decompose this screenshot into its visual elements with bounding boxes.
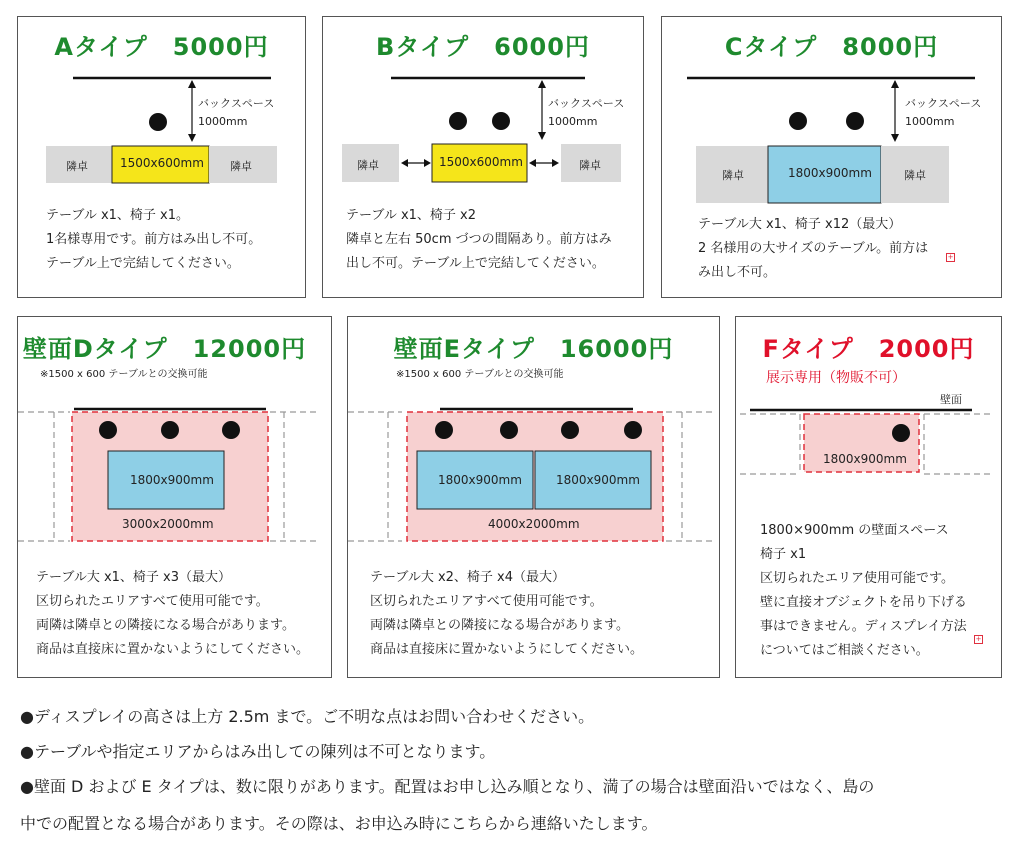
chair-icon-1 [789, 112, 807, 130]
neighbor-left-label: 隣卓 [722, 169, 744, 182]
area-label: 4000x2000mm [488, 517, 580, 531]
chair-icon [892, 424, 910, 442]
table-label: 1500x600mm [439, 155, 523, 169]
table-label: 1500x600mm [120, 156, 204, 170]
card-type-a [17, 16, 306, 298]
footer-note-1: ●ディスプレイの高さは上方 2.5m まで。ご不明な点はお問い合わせください。 [20, 707, 595, 726]
back-space-value: 1000mm [198, 115, 248, 128]
card-type-b [322, 16, 644, 298]
neighbor-right-label: 隣卓 [230, 160, 252, 173]
card-d-note: ※1500 x 600 テーブルとの交換可能 [40, 369, 208, 380]
neighbor-right-label: 隣卓 [904, 169, 926, 182]
arrow-head-down [891, 134, 899, 142]
footer-note-2: ●テーブルや指定エリアからはみ出しての陳列は不可となります。 [20, 742, 496, 761]
card-f-description: 1800×900mm の壁面スペース 椅子 x1 区切られたエリア使用可能です。 壁に直接オブジェクトを吊り下げる 事はできません。ディスプレイ方法 についてはご相談ください。 [760, 523, 967, 658]
neighbor-left-label: 隣卓 [357, 159, 379, 172]
back-space-label: バックスペース [905, 97, 982, 110]
chair-icon-2 [500, 421, 518, 439]
card-e-title: 壁面Eタイプ 16000円 [393, 335, 674, 363]
back-space-label: バックスペース [198, 97, 275, 110]
card-f-subtitle: 展示専用（物販不可） [766, 370, 906, 386]
arrow-head-down [538, 132, 546, 140]
plus-icon: + [947, 253, 954, 261]
footer-note-3: ●壁面 D および E タイプは、数に限りがあります。配置はお申し込み順となり、満了の場合は壁面沿いではなく、島の [20, 777, 875, 796]
card-type-e [347, 316, 720, 678]
back-space-label: バックスペース [548, 97, 625, 110]
chair-icon-2 [492, 112, 510, 130]
arrow-head-up [538, 80, 546, 88]
arrow-head-up [891, 80, 899, 88]
chair-icon-4 [624, 421, 642, 439]
card-e-note: ※1500 x 600 テーブルとの交換可能 [396, 369, 564, 380]
chair-icon-3 [561, 421, 579, 439]
back-space-value: 1000mm [905, 115, 955, 128]
card-d-title: 壁面Dタイプ 12000円 [22, 335, 307, 363]
card-b-description: テーブル x1、椅子 x2 隣卓と左右 50cm づつの間隔あり。前方はみ 出し不可。テーブル上で完結してください。 [346, 208, 612, 271]
table-label: 1800x900mm [788, 166, 872, 180]
footer-note-4: 中での配置となる場合があります。その際は、お申込み時にこちらから連絡いたします。 [20, 814, 658, 833]
arrow-head-up [188, 80, 196, 88]
back-space-value: 1000mm [548, 115, 598, 128]
chair-icon-3 [222, 421, 240, 439]
card-d-description: テーブル大 x1、椅子 x3（最大） 区切られたエリアすべて使用可能です。 両隣は隣卓との隣接になる場合があります。 商品は直接床に置かないようにしてください。 [36, 570, 310, 657]
table-label-2: 1800x900mm [556, 473, 640, 487]
plus-icon: + [975, 635, 982, 643]
chair-icon [149, 113, 167, 131]
card-a-description: テーブル x1、椅子 x1。 1名様専用です。前方はみ出し不可。 テーブル上で完結してください。 [46, 208, 262, 271]
neighbor-right-label: 隣卓 [579, 159, 601, 172]
area-label: 3000x2000mm [122, 517, 214, 531]
card-c-description: テーブル大 x1、椅子 x12（最大） 2 名様用の大サイズのテーブル。前方は み出し不可。 [698, 217, 929, 280]
card-type-f [735, 316, 1002, 678]
arrow-head-down [188, 134, 196, 142]
card-c-title: Cタイプ 8000円 [724, 33, 939, 61]
chair-icon-2 [161, 421, 179, 439]
area-label: 1800x900mm [823, 452, 907, 466]
chair-icon-1 [435, 421, 453, 439]
card-b-title: Bタイプ 6000円 [376, 33, 590, 61]
card-type-d [17, 316, 332, 678]
table-label: 1800x900mm [130, 473, 214, 487]
card-f-title: Fタイプ 2000円 [762, 335, 975, 363]
card-e-description: テーブル大 x2、椅子 x4（最大） 区切られたエリアすべて使用可能です。 両隣は隣卓との隣接になる場合があります。 商品は直接床に置かないようにしてください。 [370, 570, 644, 657]
chair-icon-2 [846, 112, 864, 130]
card-type-c [661, 16, 1002, 298]
card-a-title: Aタイプ 5000円 [54, 33, 269, 61]
chair-icon-1 [99, 421, 117, 439]
neighbor-left-label: 隣卓 [66, 160, 88, 173]
wall-label: 壁面 [940, 393, 962, 406]
table-label-1: 1800x900mm [438, 473, 522, 487]
chair-icon-1 [449, 112, 467, 130]
